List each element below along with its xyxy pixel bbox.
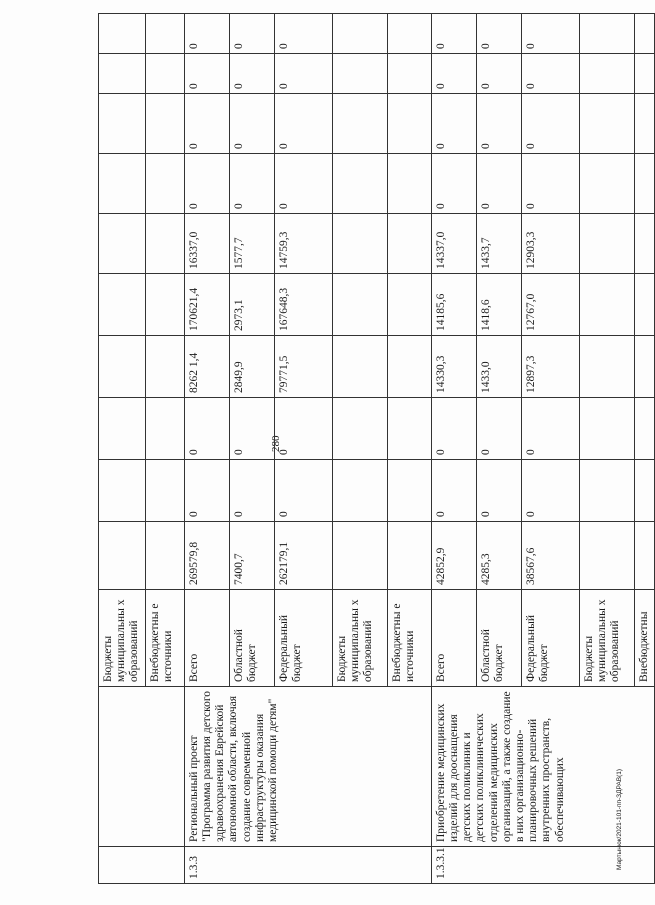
value-cell: 2973,1 — [229, 274, 274, 336]
value-cell — [387, 154, 431, 214]
value-cell: 12903,3 — [521, 214, 579, 274]
table-row — [431, 14, 476, 884]
value-cell — [332, 214, 387, 274]
value-cell: 1577,7 — [229, 214, 274, 274]
row-code — [99, 847, 185, 884]
value-cell — [579, 14, 634, 54]
value-cell: 0 — [274, 14, 332, 54]
value-cell — [579, 522, 634, 590]
value-cell — [387, 336, 431, 398]
value-cell: 8262 1,4 — [184, 336, 229, 398]
value-cell: 0 — [431, 14, 476, 54]
value-cell — [579, 398, 634, 460]
value-cell — [579, 336, 634, 398]
value-cell — [99, 214, 146, 274]
value-cell — [99, 94, 146, 154]
value-cell — [99, 460, 146, 522]
value-cell: 4285,3 — [476, 522, 521, 590]
value-cell — [579, 54, 634, 94]
value-cell: 0 — [476, 460, 521, 522]
value-cell — [99, 522, 146, 590]
value-cell — [145, 14, 184, 54]
funding-source: Всего — [431, 590, 476, 687]
value-cell: 0 — [476, 398, 521, 460]
value-cell: 14337,0 — [431, 214, 476, 274]
value-cell: 0 — [521, 460, 579, 522]
value-cell — [387, 522, 431, 590]
value-cell — [387, 54, 431, 94]
value-cell — [145, 94, 184, 154]
value-cell: 0 — [229, 94, 274, 154]
value-cell: 0 — [476, 54, 521, 94]
value-cell — [387, 274, 431, 336]
budget-table — [98, 13, 655, 884]
value-cell: 0 — [229, 154, 274, 214]
value-cell — [332, 14, 387, 54]
value-cell — [145, 336, 184, 398]
value-cell: 38567,6 — [521, 522, 579, 590]
funding-source: Бюджеты муниципальны х образований — [99, 590, 146, 687]
value-cell — [634, 460, 654, 522]
value-cell: 0 — [274, 398, 332, 460]
value-cell: 12767,0 — [521, 274, 579, 336]
value-cell: 14330,3 — [431, 336, 476, 398]
value-cell: 16337,0 — [184, 214, 229, 274]
value-cell — [332, 154, 387, 214]
value-cell — [145, 274, 184, 336]
value-cell: 269579,8 — [184, 522, 229, 590]
value-cell: 167648,3 — [274, 274, 332, 336]
value-cell: 79771,5 — [274, 336, 332, 398]
value-cell — [634, 154, 654, 214]
value-cell — [145, 154, 184, 214]
row-name: Региональный проект "Программа развития детского здравоохранения Еврейской автономной области, включая создание современной инфраструктуры оказания медицинской помощи детям" — [184, 687, 431, 847]
value-cell: 0 — [521, 14, 579, 54]
funding-source: Областной бюджет — [229, 590, 274, 687]
value-cell — [387, 94, 431, 154]
value-cell: 0 — [476, 154, 521, 214]
row-name — [99, 687, 185, 847]
value-cell — [332, 274, 387, 336]
value-cell: 0 — [184, 14, 229, 54]
value-cell — [332, 54, 387, 94]
value-cell: 1433,7 — [476, 214, 521, 274]
value-cell — [99, 54, 146, 94]
value-cell: 0 — [431, 54, 476, 94]
value-cell: 14185,6 — [431, 274, 476, 336]
value-cell — [145, 522, 184, 590]
value-cell — [634, 54, 654, 94]
value-cell — [99, 274, 146, 336]
value-cell — [387, 460, 431, 522]
value-cell — [145, 398, 184, 460]
funding-source: Всего — [184, 590, 229, 687]
value-cell: 42852,9 — [431, 522, 476, 590]
value-cell: 1418,6 — [476, 274, 521, 336]
value-cell — [634, 398, 654, 460]
value-cell: 0 — [229, 398, 274, 460]
value-cell: 0 — [521, 54, 579, 94]
value-cell: 0 — [274, 460, 332, 522]
value-cell: 0 — [431, 398, 476, 460]
value-cell — [634, 274, 654, 336]
value-cell — [387, 14, 431, 54]
value-cell: 0 — [229, 54, 274, 94]
value-cell — [634, 94, 654, 154]
value-cell — [634, 214, 654, 274]
table-row — [184, 14, 229, 884]
value-cell: 0 — [274, 54, 332, 94]
value-cell: 14759,3 — [274, 214, 332, 274]
value-cell: 1433,0 — [476, 336, 521, 398]
value-cell — [634, 336, 654, 398]
value-cell: 0 — [184, 398, 229, 460]
value-cell: 0 — [521, 398, 579, 460]
table-row — [99, 14, 146, 884]
funding-source: Федеральный бюджет — [521, 590, 579, 687]
value-cell — [387, 398, 431, 460]
footer-doc-id: Мартынюк/2021-101-пп-ЗДРАВ(1) — [616, 768, 623, 870]
value-cell — [579, 214, 634, 274]
funding-source: Внебюджетны е источники — [387, 590, 431, 687]
value-cell — [634, 522, 654, 590]
value-cell — [579, 154, 634, 214]
funding-source: Бюджеты муниципальны х образований — [579, 590, 634, 687]
value-cell — [579, 274, 634, 336]
value-cell: 0 — [431, 460, 476, 522]
row-name: Приобретение медицинских изделий для дооснащения детских поликлиник и детских поликлинических отделений медицинских организаций, а также создание в них организационно-планировочных решений внутренних пространств, обеспечивающих — [431, 687, 654, 847]
value-cell: 0 — [229, 14, 274, 54]
value-cell: 0 — [521, 154, 579, 214]
funding-source: Внебюджетны — [634, 590, 654, 687]
value-cell: 0 — [184, 154, 229, 214]
value-cell — [99, 398, 146, 460]
value-cell — [99, 154, 146, 214]
value-cell: 170621,4 — [184, 274, 229, 336]
value-cell — [332, 336, 387, 398]
value-cell: 0 — [184, 460, 229, 522]
value-cell: 0 — [229, 460, 274, 522]
funding-source: Внебюджетны е источники — [145, 590, 184, 687]
value-cell: 7400,7 — [229, 522, 274, 590]
funding-source: Федеральный бюджет — [274, 590, 332, 687]
funding-source: Областной бюджет — [476, 590, 521, 687]
value-cell — [145, 460, 184, 522]
value-cell: 0 — [274, 94, 332, 154]
value-cell: 0 — [431, 154, 476, 214]
value-cell — [99, 336, 146, 398]
value-cell: 0 — [476, 94, 521, 154]
value-cell — [332, 398, 387, 460]
value-cell — [99, 14, 146, 54]
value-cell — [332, 460, 387, 522]
page-number: 280 — [270, 435, 282, 452]
value-cell: 0 — [431, 94, 476, 154]
value-cell: 0 — [521, 94, 579, 154]
value-cell: 0 — [476, 14, 521, 54]
value-cell: 12897,3 — [521, 336, 579, 398]
value-cell — [145, 54, 184, 94]
value-cell: 262179,1 — [274, 522, 332, 590]
value-cell — [332, 522, 387, 590]
row-code: 1.3.3 — [184, 847, 431, 884]
value-cell: 0 — [274, 154, 332, 214]
value-cell — [387, 214, 431, 274]
funding-source: Бюджеты муниципальны х образований — [332, 590, 387, 687]
row-code: 1.3.3.1 — [431, 847, 654, 884]
value-cell: 0 — [184, 54, 229, 94]
value-cell: 2849,9 — [229, 336, 274, 398]
value-cell — [579, 94, 634, 154]
value-cell — [579, 460, 634, 522]
value-cell — [634, 14, 654, 54]
value-cell — [332, 94, 387, 154]
value-cell: 0 — [184, 94, 229, 154]
value-cell — [145, 214, 184, 274]
